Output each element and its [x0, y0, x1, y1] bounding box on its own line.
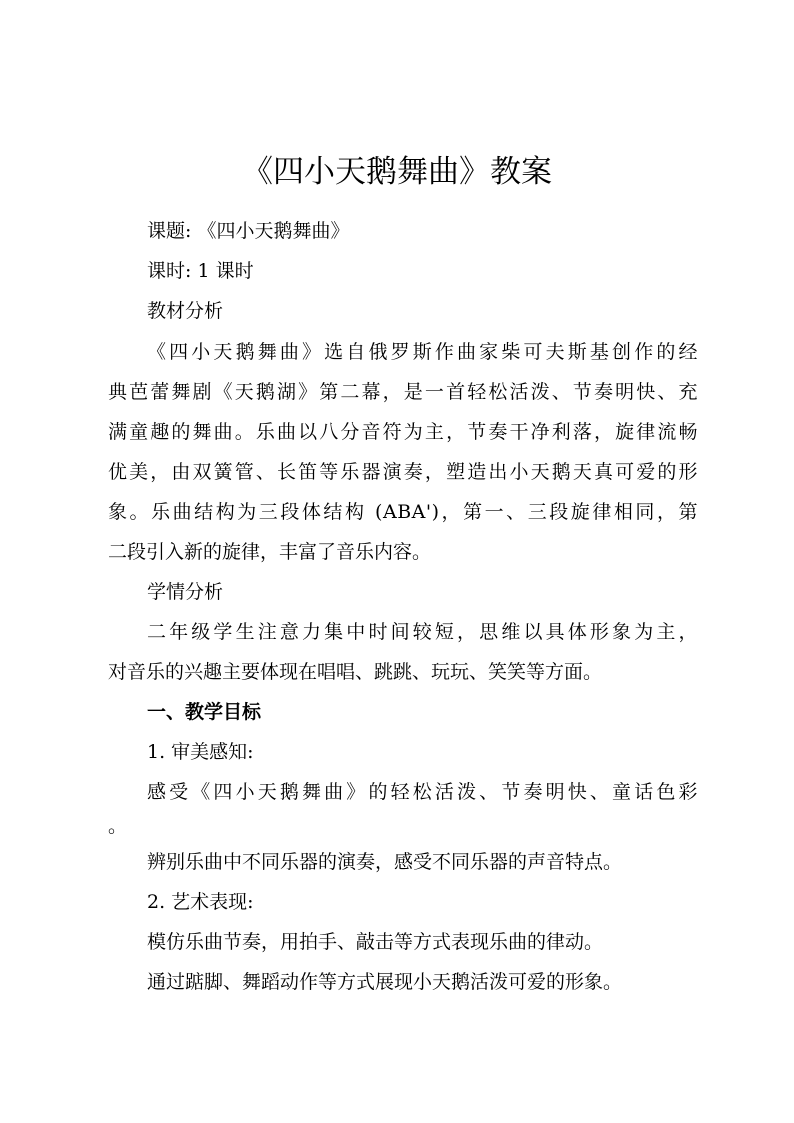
goal-1-line: 辨别乐曲中不同乐器的演奏，感受不同乐器的声音特点。: [147, 851, 623, 873]
material-paragraph-line: 二段引入新的旋律，丰富了音乐内容。: [108, 541, 432, 563]
goals-heading: 一、教学目标: [147, 701, 262, 723]
hours-line: 课时: 1 课时: [147, 260, 254, 282]
students-paragraph-line: 对音乐的兴趣主要体现在唱唱、跳跳、玩玩、笑笑等方面。: [108, 661, 603, 683]
goal-1-heading: 1. 审美感知:: [147, 741, 254, 763]
topic-line: 课题: 《四小天鹅舞曲》: [147, 220, 350, 242]
material-heading: 教材分析: [147, 300, 224, 322]
document-title: 《四小天鹅舞曲》教案: [242, 154, 552, 190]
goal-1-line: 。: [108, 815, 128, 837]
material-paragraph-line: 典芭蕾舞剧《天鹅湖》第二幕，是一首轻松活泼、节奏明快、充: [108, 381, 698, 403]
goal-2-line: 模仿乐曲节奏，用拍手、敲击等方式表现乐曲的律动。: [147, 931, 604, 953]
students-paragraph-line: 二年级学生注意力集中时间较短，思维以具体形象为主，: [147, 621, 698, 643]
goal-2-heading: 2. 艺术表现:: [147, 891, 254, 913]
goal-2-line: 通过踮脚、舞蹈动作等方式展现小天鹅活泼可爱的形象。: [147, 971, 623, 993]
material-paragraph-line: 满童趣的舞曲。乐曲以八分音符为主，节奏干净利落，旋律流畅: [108, 421, 698, 443]
goal-1-line: 感受《四小天鹅舞曲》的轻松活泼、节奏明快、童话色彩: [147, 781, 698, 803]
students-heading: 学情分析: [147, 581, 224, 603]
material-paragraph-line: 《四小天鹅舞曲》选自俄罗斯作曲家柴可夫斯基创作的经: [147, 341, 698, 363]
material-paragraph-line: 优美，由双簧管、长笛等乐器演奏，塑造出小天鹅天真可爱的形: [108, 461, 698, 483]
material-paragraph-line: 象。乐曲结构为三段体结构 (ABA')，第一、三段旋律相同，第: [108, 501, 698, 523]
